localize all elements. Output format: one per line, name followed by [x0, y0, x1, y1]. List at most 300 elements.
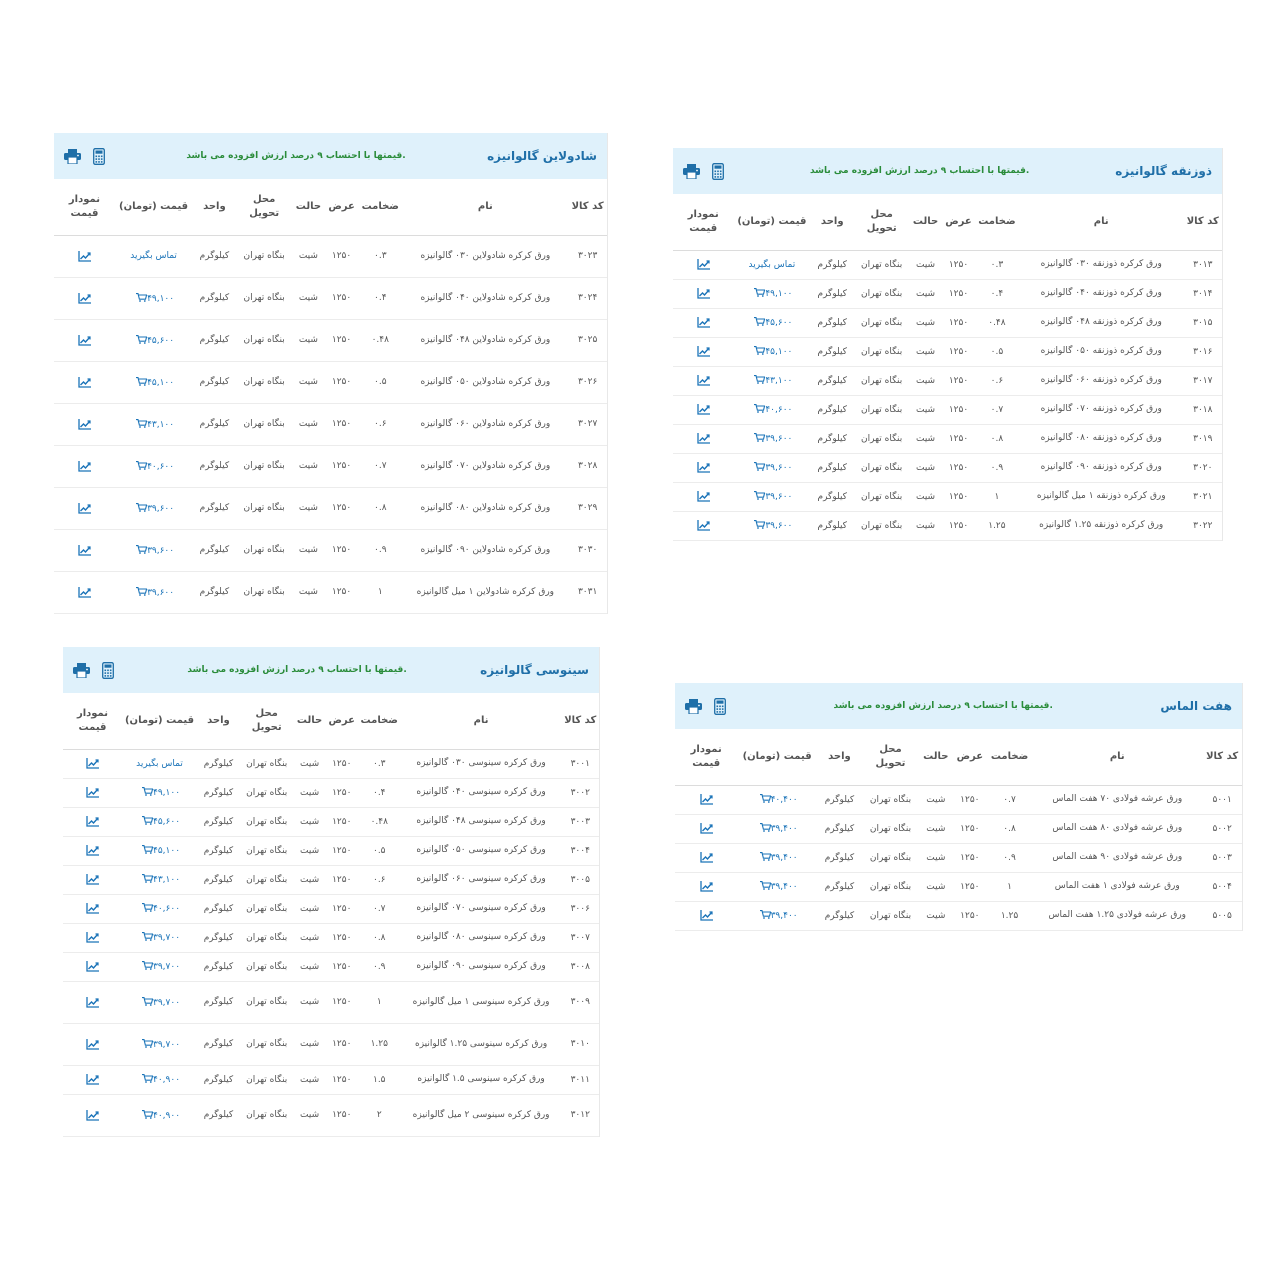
- unit-cell: کیلوگرم: [817, 901, 862, 930]
- table-header-row: [675, 729, 1242, 785]
- width-cell: ۱۲۵۰: [326, 1094, 358, 1136]
- price-value: تماس بگیرید: [748, 259, 796, 270]
- cart-icon[interactable]: [133, 378, 147, 388]
- state-cell: شیت: [909, 250, 942, 279]
- cart-icon[interactable]: [139, 962, 153, 972]
- code-cell: ۳۰۱۱: [561, 1065, 599, 1094]
- chart-line-icon[interactable]: [697, 492, 710, 502]
- price-value: تماس بگیرید: [136, 758, 183, 769]
- location-cell: بنگاه تهران: [862, 814, 919, 843]
- location-cell: بنگاه تهران: [854, 424, 909, 453]
- chart-cell[interactable]: [673, 424, 733, 453]
- cart-icon[interactable]: [757, 853, 771, 863]
- chart-line-icon[interactable]: [86, 846, 99, 856]
- price-cell[interactable]: [737, 843, 816, 872]
- price-value: ۴۰,۹۰۰: [153, 1110, 181, 1121]
- price-cell[interactable]: [122, 778, 197, 807]
- location-cell: بنگاه تهران: [240, 952, 294, 981]
- chart-line-icon[interactable]: [78, 252, 91, 262]
- chart-cell[interactable]: [63, 1023, 122, 1065]
- location-cell: بنگاه تهران: [854, 337, 909, 366]
- chart-line-icon[interactable]: [86, 875, 99, 885]
- location-cell: بنگاه تهران: [237, 529, 292, 571]
- table-row: [673, 308, 1222, 337]
- cart-icon[interactable]: [139, 875, 153, 885]
- chart-line-icon[interactable]: [78, 504, 91, 514]
- table-header-row: [63, 693, 599, 749]
- location-cell: بنگاه تهران: [237, 235, 292, 277]
- width-cell: ۱۲۵۰: [326, 749, 358, 778]
- code-cell: ۵۰۰۲: [1202, 814, 1242, 843]
- unit-cell: کیلوگرم: [197, 923, 240, 952]
- name-cell: ورق کرکره سینوسی ۱.۵ گالوانیزه: [401, 1065, 562, 1094]
- location-cell: بنگاه تهران: [854, 366, 909, 395]
- thickness-cell: ۱.۵: [358, 1065, 401, 1094]
- price-cell[interactable]: [733, 279, 810, 308]
- chart-line-icon[interactable]: [86, 1075, 99, 1085]
- code-cell: ۳۰۱۳: [1184, 250, 1222, 279]
- printer-icon[interactable]: [685, 699, 702, 714]
- chart-line-icon[interactable]: [86, 759, 99, 769]
- table-row: [63, 749, 599, 778]
- state-cell: شیت: [909, 308, 942, 337]
- chart-line-icon[interactable]: [78, 294, 91, 304]
- state-cell: شیت: [292, 571, 325, 613]
- name-cell: ورق کرکره سینوسی ۰۴۰ گالوانیزه: [401, 778, 562, 807]
- width-cell: ۱۲۵۰: [953, 814, 987, 843]
- name-cell: ورق کرکره ذوزنقه ۰۵۰ گالوانیزه: [1019, 337, 1184, 366]
- table-row: [63, 923, 599, 952]
- price-cell[interactable]: [122, 865, 197, 894]
- chart-cell[interactable]: [63, 865, 122, 894]
- thickness-cell: ۰.۹: [987, 843, 1032, 872]
- price-cell[interactable]: [733, 453, 810, 482]
- code-cell: ۳۰۲۹: [568, 487, 607, 529]
- chart-cell[interactable]: [63, 778, 122, 807]
- cart-icon[interactable]: [757, 882, 771, 892]
- thickness-cell: ۱: [975, 482, 1019, 511]
- width-cell: ۱۲۵۰: [325, 487, 358, 529]
- width-cell: ۱۲۵۰: [953, 901, 987, 930]
- chart-line-icon[interactable]: [86, 817, 99, 827]
- chart-line-icon[interactable]: [78, 462, 91, 472]
- location-cell: بنگاه تهران: [854, 453, 909, 482]
- column-header: ضخامت: [975, 194, 1019, 250]
- table-row: [63, 778, 599, 807]
- printer-icon[interactable]: [73, 663, 90, 678]
- price-value: ۳۹,۷۰۰: [153, 933, 181, 943]
- location-cell: بنگاه تهران: [240, 1065, 294, 1094]
- chart-cell[interactable]: [673, 337, 733, 366]
- chart-cell[interactable]: [63, 807, 122, 836]
- state-cell: شیت: [294, 1023, 326, 1065]
- chart-cell[interactable]: [673, 250, 733, 279]
- column-header: ضخامت: [358, 693, 401, 749]
- calculator-icon[interactable]: [93, 148, 105, 165]
- cart-icon[interactable]: [751, 347, 765, 357]
- thickness-cell: ۱: [987, 872, 1032, 901]
- price-cell[interactable]: [737, 785, 816, 814]
- chart-line-icon[interactable]: [86, 904, 99, 914]
- table-row: [675, 872, 1242, 901]
- price-cell[interactable]: [115, 277, 192, 319]
- price-value: ۳۹,۴۰۰: [770, 824, 798, 834]
- chart-cell[interactable]: [54, 445, 115, 487]
- table-row: [675, 814, 1242, 843]
- width-cell: ۱۲۵۰: [942, 337, 975, 366]
- price-cell[interactable]: [115, 361, 192, 403]
- state-cell: شیت: [292, 529, 325, 571]
- price-cell[interactable]: [733, 482, 810, 511]
- chart-cell[interactable]: [63, 1094, 122, 1136]
- chart-line-icon[interactable]: [86, 1040, 99, 1050]
- code-cell: ۳۰۲۱: [1184, 482, 1222, 511]
- price-cell[interactable]: [122, 1094, 197, 1136]
- state-cell: شیت: [292, 487, 325, 529]
- chart-line-icon[interactable]: [700, 911, 713, 921]
- price-cell[interactable]: [122, 1065, 197, 1094]
- chart-cell[interactable]: [675, 814, 737, 843]
- chart-line-icon[interactable]: [697, 347, 710, 357]
- price-cell[interactable]: [115, 403, 192, 445]
- cart-icon[interactable]: [139, 1111, 153, 1121]
- price-cell[interactable]: [122, 981, 197, 1023]
- price-cell[interactable]: [733, 511, 810, 540]
- name-cell: ورق کرکره سینوسی ۰۷۰ گالوانیزه: [401, 894, 562, 923]
- calculator-icon[interactable]: [102, 662, 114, 679]
- chart-cell[interactable]: [63, 981, 122, 1023]
- unit-cell: کیلوگرم: [810, 424, 854, 453]
- price-cell[interactable]: [737, 901, 816, 930]
- table-row: [673, 279, 1222, 308]
- unit-cell: کیلوگرم: [197, 1094, 240, 1136]
- cart-icon[interactable]: [139, 817, 153, 827]
- chart-cell[interactable]: [63, 923, 122, 952]
- price-cell[interactable]: [115, 319, 192, 361]
- table-row: [673, 366, 1222, 395]
- price-cell[interactable]: [737, 814, 816, 843]
- state-cell: شیت: [292, 403, 325, 445]
- cart-icon[interactable]: [133, 588, 147, 598]
- vat-note: قیمتها با احتساب ۹ درصد ارزش افزوده می باشد.: [186, 151, 406, 161]
- thickness-cell: ۰.۸: [987, 814, 1032, 843]
- name-cell: ورق کرکره ذوزنقه ۰۴۰ گالوانیزه: [1019, 279, 1184, 308]
- chart-line-icon[interactable]: [86, 788, 99, 798]
- chart-line-icon[interactable]: [697, 289, 710, 299]
- code-cell: ۳۰۰۳: [561, 807, 599, 836]
- chart-cell[interactable]: [673, 366, 733, 395]
- chart-cell[interactable]: [63, 952, 122, 981]
- price-value: ۴۵,۶۰۰: [147, 335, 175, 346]
- code-cell: ۳۰۲۶: [568, 361, 607, 403]
- column-header: نمودار قیمت: [673, 194, 733, 250]
- chart-cell[interactable]: [673, 395, 733, 424]
- column-header: نام: [1032, 729, 1202, 785]
- table-row: [673, 250, 1222, 279]
- name-cell: ورق کرکره سینوسی ۰۵۰ گالوانیزه: [401, 836, 562, 865]
- width-cell: ۱۲۵۰: [326, 1065, 358, 1094]
- state-cell: شیت: [292, 235, 325, 277]
- cart-icon[interactable]: [757, 795, 771, 805]
- price-cell[interactable]: [733, 424, 810, 453]
- unit-cell: کیلوگرم: [817, 872, 862, 901]
- price-cell[interactable]: [115, 445, 192, 487]
- chart-cell[interactable]: [54, 403, 115, 445]
- chart-line-icon[interactable]: [697, 318, 710, 328]
- width-cell: ۱۲۵۰: [326, 981, 358, 1023]
- chart-line-icon[interactable]: [697, 434, 710, 444]
- width-cell: ۱۲۵۰: [326, 865, 358, 894]
- chart-cell[interactable]: [63, 749, 122, 778]
- column-header: قیمت (تومان): [122, 693, 197, 749]
- code-cell: ۳۰۲۳: [568, 235, 607, 277]
- chart-line-icon[interactable]: [700, 824, 713, 834]
- chart-cell[interactable]: [54, 571, 115, 613]
- chart-line-icon[interactable]: [86, 998, 99, 1008]
- width-cell: ۱۲۵۰: [325, 235, 358, 277]
- chart-line-icon[interactable]: [697, 376, 710, 386]
- price-cell[interactable]: [122, 952, 197, 981]
- code-cell: ۳۰۰۴: [561, 836, 599, 865]
- chart-cell[interactable]: [54, 235, 115, 277]
- cart-icon[interactable]: [133, 504, 147, 514]
- price-value: ۳۹,۴۰۰: [770, 853, 798, 863]
- width-cell: ۱۲۵۰: [325, 277, 358, 319]
- price-cell[interactable]: [115, 571, 192, 613]
- chart-cell[interactable]: [54, 361, 115, 403]
- price-cell[interactable]: [122, 836, 197, 865]
- width-cell: ۱۲۵۰: [325, 319, 358, 361]
- panel-tools: [73, 662, 114, 679]
- name-cell: ورق کرکره شادولاین ۰۳۰ گالوانیزه: [402, 235, 568, 277]
- state-cell: شیت: [292, 277, 325, 319]
- calculator-icon[interactable]: [712, 163, 724, 180]
- unit-cell: کیلوگرم: [810, 308, 854, 337]
- unit-cell: کیلوگرم: [192, 487, 236, 529]
- price-cell[interactable]: [122, 1023, 197, 1065]
- chart-cell[interactable]: [673, 308, 733, 337]
- name-cell: ورق کرکره شادولاین ۰۵۰ گالوانیزه: [402, 361, 568, 403]
- cart-icon[interactable]: [757, 824, 771, 834]
- column-header: ضخامت: [987, 729, 1032, 785]
- unit-cell: کیلوگرم: [197, 894, 240, 923]
- panel-trapezoid: [673, 148, 1223, 541]
- cart-icon[interactable]: [757, 911, 771, 921]
- name-cell: ورق کرکره سینوسی ۰۶۰ گالوانیزه: [401, 865, 562, 894]
- chart-line-icon[interactable]: [700, 882, 713, 892]
- thickness-cell: ۰.۷: [358, 445, 402, 487]
- chart-cell[interactable]: [63, 1065, 122, 1094]
- code-cell: ۳۰۰۱: [561, 749, 599, 778]
- column-header: کد کالا: [1184, 194, 1222, 250]
- price-value: ۴۵,۶۰۰: [153, 817, 181, 827]
- column-header: کد کالا: [561, 693, 599, 749]
- chart-cell[interactable]: [675, 872, 737, 901]
- price-table: [63, 693, 599, 1137]
- column-header: نمودار قیمت: [54, 179, 115, 235]
- chart-cell[interactable]: [673, 511, 733, 540]
- price-value: ۳۹,۶۰۰: [765, 434, 793, 444]
- cart-icon[interactable]: [751, 376, 765, 386]
- cart-icon[interactable]: [139, 1040, 153, 1050]
- chart-cell[interactable]: [54, 529, 115, 571]
- location-cell: بنگاه تهران: [240, 894, 294, 923]
- table-header-row: [54, 179, 607, 235]
- chart-cell[interactable]: [54, 277, 115, 319]
- price-cell[interactable]: [122, 807, 197, 836]
- cart-icon[interactable]: [133, 294, 147, 304]
- cart-icon[interactable]: [133, 336, 147, 346]
- price-cell[interactable]: [122, 923, 197, 952]
- price-cell: [115, 235, 192, 277]
- cart-icon[interactable]: [133, 462, 147, 472]
- panel-tools: [64, 148, 105, 165]
- chart-cell[interactable]: [675, 843, 737, 872]
- width-cell: ۱۲۵۰: [942, 511, 975, 540]
- chart-line-icon[interactable]: [86, 933, 99, 943]
- price-cell[interactable]: [115, 529, 192, 571]
- column-header: واحد: [810, 194, 854, 250]
- chart-cell[interactable]: [54, 319, 115, 361]
- price-cell[interactable]: [737, 872, 816, 901]
- cart-icon[interactable]: [139, 1075, 153, 1085]
- state-cell: شیت: [909, 511, 942, 540]
- location-cell: بنگاه تهران: [240, 1094, 294, 1136]
- chart-cell[interactable]: [675, 901, 737, 930]
- chart-line-icon[interactable]: [78, 336, 91, 346]
- thickness-cell: ۲: [358, 1094, 401, 1136]
- unit-cell: کیلوگرم: [192, 571, 236, 613]
- cart-icon[interactable]: [751, 318, 765, 328]
- chart-line-icon[interactable]: [86, 1111, 99, 1121]
- cart-icon[interactable]: [133, 546, 147, 556]
- price-value: ۳۹,۷۰۰: [153, 997, 181, 1008]
- state-cell: شیت: [909, 482, 942, 511]
- price-value: ۳۹,۶۰۰: [147, 587, 175, 598]
- panel-header: [675, 683, 1242, 729]
- code-cell: ۵۰۰۴: [1202, 872, 1242, 901]
- state-cell: شیت: [294, 807, 326, 836]
- chart-line-icon[interactable]: [697, 260, 710, 270]
- cart-icon[interactable]: [751, 405, 765, 415]
- table-row: [63, 894, 599, 923]
- price-cell[interactable]: [122, 894, 197, 923]
- code-cell: ۳۰۱۶: [1184, 337, 1222, 366]
- panel-header: [673, 148, 1222, 194]
- chart-cell[interactable]: [673, 482, 733, 511]
- chart-line-icon[interactable]: [78, 420, 91, 430]
- width-cell: ۱۲۵۰: [326, 778, 358, 807]
- code-cell: ۵۰۰۵: [1202, 901, 1242, 930]
- chart-line-icon[interactable]: [78, 378, 91, 388]
- cart-icon[interactable]: [751, 434, 765, 444]
- chart-cell[interactable]: [675, 785, 737, 814]
- width-cell: ۱۲۵۰: [953, 843, 987, 872]
- state-cell: شیت: [294, 923, 326, 952]
- panel-sinusoidal: [63, 647, 600, 1137]
- cart-icon[interactable]: [751, 463, 765, 473]
- price-cell[interactable]: [733, 308, 810, 337]
- price-value: ۴۵,۱۰۰: [765, 347, 793, 357]
- price-value: ۴۵,۶۰۰: [765, 318, 793, 328]
- cart-icon[interactable]: [139, 933, 153, 943]
- chart-line-icon[interactable]: [697, 521, 710, 531]
- column-header: نام: [402, 179, 568, 235]
- code-cell: ۳۰۰۹: [561, 981, 599, 1023]
- chart-cell[interactable]: [673, 279, 733, 308]
- column-header: حالت: [909, 194, 942, 250]
- chart-cell[interactable]: [54, 487, 115, 529]
- cart-icon[interactable]: [751, 492, 765, 502]
- chart-cell[interactable]: [63, 836, 122, 865]
- calculator-icon[interactable]: [714, 698, 726, 715]
- code-cell: ۵۰۰۳: [1202, 843, 1242, 872]
- name-cell: ورق کرکره سینوسی ۰۳۰ گالوانیزه: [401, 749, 562, 778]
- price-value: تماس بگیرید: [130, 251, 177, 261]
- chart-line-icon[interactable]: [700, 853, 713, 863]
- state-cell: شیت: [294, 1065, 326, 1094]
- panel-title: ذوزنقه گالوانیزه: [1115, 164, 1212, 178]
- cart-icon[interactable]: [751, 289, 765, 299]
- unit-cell: کیلوگرم: [192, 529, 236, 571]
- table-row: [54, 235, 607, 277]
- name-cell: ورق عرشه فولادی ۹۰ هفت الماس: [1032, 843, 1202, 872]
- chart-line-icon[interactable]: [78, 588, 91, 598]
- price-cell[interactable]: [115, 487, 192, 529]
- thickness-cell: ۰.۳: [358, 235, 402, 277]
- width-cell: ۱۲۵۰: [942, 250, 975, 279]
- thickness-cell: ۰.۷: [358, 894, 401, 923]
- thickness-cell: ۱.۲۵: [358, 1023, 401, 1065]
- code-cell: ۳۰۱۷: [1184, 366, 1222, 395]
- chart-line-icon[interactable]: [700, 795, 713, 805]
- column-header: حالت: [919, 729, 953, 785]
- chart-line-icon[interactable]: [86, 962, 99, 972]
- column-header: محل تحویل: [862, 729, 919, 785]
- name-cell: ورق کرکره ذوزنقه ۰۷۰ گالوانیزه: [1019, 395, 1184, 424]
- cart-icon[interactable]: [139, 904, 153, 914]
- cart-icon[interactable]: [133, 420, 147, 430]
- chart-cell[interactable]: [63, 894, 122, 923]
- cart-icon[interactable]: [139, 846, 153, 856]
- price-cell[interactable]: [733, 395, 810, 424]
- width-cell: ۱۲۵۰: [325, 529, 358, 571]
- cart-icon[interactable]: [751, 521, 765, 531]
- chart-line-icon[interactable]: [697, 405, 710, 415]
- printer-icon[interactable]: [683, 164, 700, 179]
- price-cell[interactable]: [733, 366, 810, 395]
- vat-note: قیمتها با احتساب ۹ درصد ارزش افزوده می باشد.: [809, 166, 1030, 176]
- price-cell: [122, 749, 197, 778]
- code-cell: ۳۰۰۶: [561, 894, 599, 923]
- chart-cell[interactable]: [673, 453, 733, 482]
- cart-icon[interactable]: [139, 788, 153, 798]
- chart-line-icon[interactable]: [697, 463, 710, 473]
- state-cell: شیت: [909, 453, 942, 482]
- name-cell: ورق کرکره ذوزنقه ۰۴۸ گالوانیزه: [1019, 308, 1184, 337]
- printer-icon[interactable]: [64, 149, 81, 164]
- column-header: عرض: [326, 693, 358, 749]
- price-cell[interactable]: [733, 337, 810, 366]
- location-cell: بنگاه تهران: [240, 865, 294, 894]
- column-header: حالت: [294, 693, 326, 749]
- width-cell: ۱۲۵۰: [942, 308, 975, 337]
- width-cell: ۱۲۵۰: [326, 807, 358, 836]
- code-cell: ۳۰۱۵: [1184, 308, 1222, 337]
- cart-icon[interactable]: [139, 998, 153, 1008]
- chart-line-icon[interactable]: [78, 546, 91, 556]
- location-cell: بنگاه تهران: [240, 1023, 294, 1065]
